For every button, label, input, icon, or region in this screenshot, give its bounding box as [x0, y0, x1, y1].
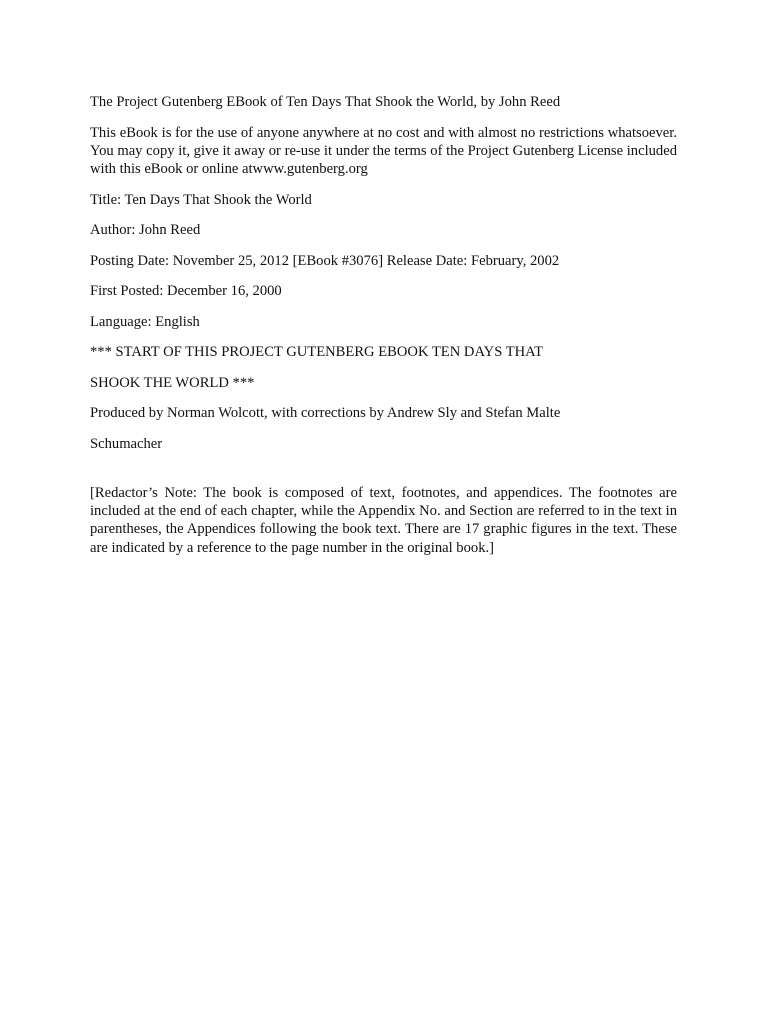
ebook-header-line: The Project Gutenberg EBook of Ten Days That Shook the World, by John Reed	[90, 94, 561, 110]
redactor-note-paragraph: [Redactor’s Note: The book is composed of text, footnotes, and appendices. The footnotes are included at the end of each chapter, while the Appendix No. and Section are referred to in the text in parentheses, the Appendices following the book text. There are 17 graphic figures in the text. These are indicated by a reference to the page number in the original book.]	[90, 484, 677, 556]
license-paragraph: This eBook is for the use of anyone anywhere at no cost and with almost no restrictions whatsoever. You may copy it, give it away or re-use it under the terms of the Project Gutenberg License included with this eBook or online atwww.gutenberg.org	[90, 124, 677, 178]
produced-by-line-2: Schumacher	[90, 435, 163, 452]
author-line: Author: John Reed	[90, 222, 201, 239]
start-marker-line-2: SHOOK THE WORLD ***	[90, 374, 255, 391]
first-posted-line: First Posted: December 16, 2000	[90, 283, 282, 300]
title-line: Title: Ten Days That Shook the World	[90, 191, 312, 208]
start-marker-line-1: *** START OF THIS PROJECT GUTENBERG EBOOK TEN DAYS THAT	[90, 344, 543, 361]
language-line: Language: English	[90, 313, 200, 330]
posting-date-line: Posting Date: November 25, 2012 [EBook #3076] Release Date: February, 2002	[90, 252, 560, 269]
document-body	[90, 93, 677, 557]
produced-by-line-1: Produced by Norman Wolcott, with corrections by Andrew Sly and Stefan Malte	[90, 405, 561, 422]
